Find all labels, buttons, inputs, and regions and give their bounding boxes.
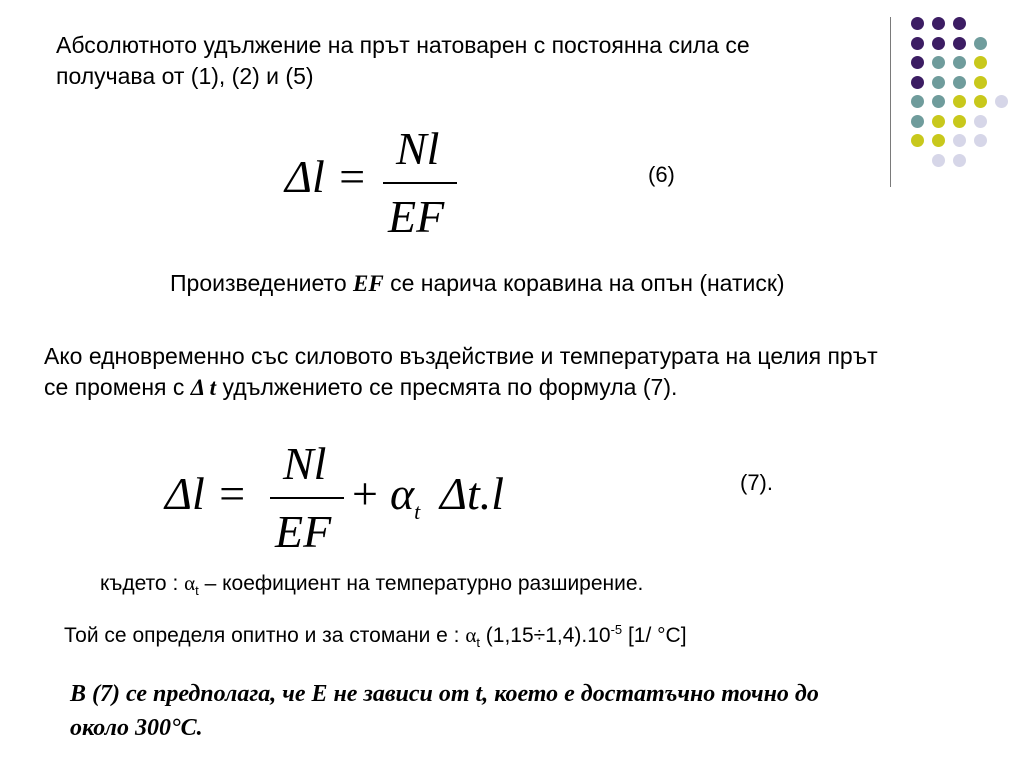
where-alpha-sub: t [195, 583, 199, 599]
decorative-dot [953, 115, 966, 128]
decorative-dot [953, 95, 966, 108]
steel-exponent: -5 [610, 622, 623, 637]
steel-prefix: Той се определя опитно и за стомани е : [64, 624, 466, 647]
eq7-alpha-symbol: α [390, 468, 415, 519]
where-rest: – коефициент на температурно разширение. [198, 572, 644, 595]
eq6-denominator: EF [388, 191, 445, 242]
decorative-dot [953, 37, 966, 50]
assumption-note [70, 677, 819, 745]
decorative-dot [974, 56, 987, 69]
where-alpha: α [184, 571, 196, 595]
temperature-paragraph [44, 341, 878, 403]
eq7-label: (7). [740, 470, 773, 495]
eq6-numerator: Nl [396, 123, 440, 174]
decorative-dot [911, 76, 924, 89]
decorative-dot [932, 134, 945, 147]
stiffness-symbol: EF [353, 271, 384, 296]
decorative-dot [911, 134, 924, 147]
temperature-line-1: Ако едновременно със силовото въздействие и температурата на целия прът [44, 343, 878, 369]
eq7-denominator: EF [275, 506, 332, 557]
stiffness-after: се нарича коравина на опън (натиск) [383, 270, 785, 296]
decorative-dot [932, 115, 945, 128]
steel-alpha: α [465, 623, 477, 647]
decorative-dot [911, 115, 924, 128]
decorative-dot [911, 17, 924, 30]
temperature-line-2-after: удължението се пресмята по формула (7). [216, 374, 678, 400]
note-line-2: около 300°С. [70, 715, 203, 741]
stiffness-sentence [170, 268, 785, 299]
decorative-dot [995, 95, 1008, 108]
where-line [100, 569, 643, 605]
decorative-dot [953, 17, 966, 30]
intro-line-1: Абсолютното удължение на прът натоварен с постоянна сила се [56, 32, 750, 58]
decorative-dot [932, 154, 945, 167]
decorative-dot [932, 76, 945, 89]
decorative-dot [974, 37, 987, 50]
eq7-fraction-bar [270, 497, 344, 499]
eq7-plus: + [352, 468, 378, 519]
steel-range: (1,15÷1,4).10 [479, 624, 611, 647]
decorative-dot [953, 134, 966, 147]
decorative-dot [911, 37, 924, 50]
decorative-dot [932, 95, 945, 108]
decorative-dot [974, 76, 987, 89]
steel-alpha-sub: t [476, 635, 480, 651]
decorative-dot [953, 56, 966, 69]
eq6-label: (6) [648, 162, 675, 187]
decorative-dot [974, 115, 987, 128]
decorative-dot [932, 56, 945, 69]
intro-line-2: получава от (1), (2) и (5) [56, 63, 314, 89]
decorative-dot [911, 56, 924, 69]
decorative-dot [974, 95, 987, 108]
decorative-dot [911, 95, 924, 108]
eq6-lhs: Δl = [285, 151, 368, 202]
where-prefix: където : [100, 572, 185, 595]
steel-line [64, 616, 687, 657]
steel-unit: [1/ °C] [622, 624, 687, 647]
intro-paragraph [56, 30, 750, 92]
decorative-dot [932, 17, 945, 30]
note-line-1: В (7) се предполага, че Е не зависи от t, което е достатъчно точно до [70, 681, 819, 707]
decorative-dot [953, 76, 966, 89]
eq7-alpha-sub: t [414, 499, 421, 525]
divider-line [890, 17, 891, 187]
stiffness-before: Произведението [170, 270, 354, 296]
eq7-lhs: Δl = [165, 468, 248, 519]
eq7-tail: Δt.l [440, 468, 505, 519]
delta-t-symbol: Δ t [190, 375, 217, 400]
eq7-alpha [390, 467, 420, 525]
decorative-dot [974, 134, 987, 147]
eq7-numerator: Nl [283, 438, 327, 489]
decorative-dot [953, 154, 966, 167]
eq6-fraction-bar [383, 182, 457, 184]
decorative-dot [932, 37, 945, 50]
temperature-line-2-before: се променя с [44, 374, 191, 400]
